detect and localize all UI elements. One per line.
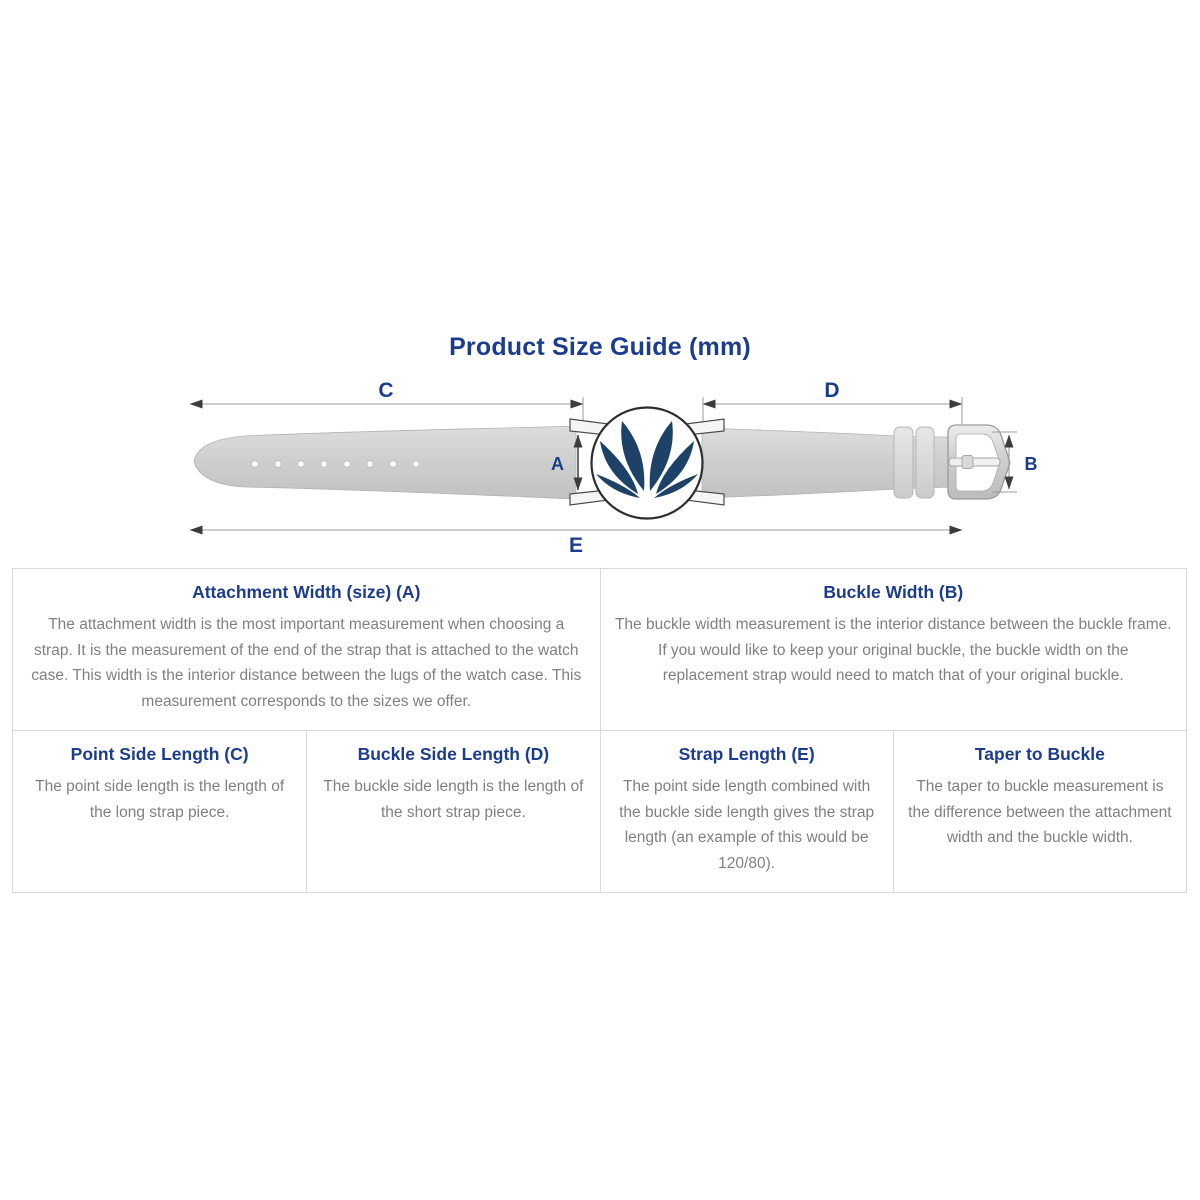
attachment-width-description: The attachment width is the most important measurement when choosing a strap. It is the measurement of the end of the strap that is attached to the watch case. This width is the interior distance between the lugs of the watch case. This measurement corresponds to the sizes we offer. — [31, 616, 582, 710]
strap-length-description: The point side length combined with the buckle side length gives the strap length (an example of this would be 120/80). — [619, 778, 875, 872]
buckle-side-length-cell — [306, 731, 599, 892]
dimension-label-b: B — [1024, 454, 1038, 474]
point-side-strap — [194, 426, 576, 499]
table-row — [13, 731, 1186, 892]
strap-keeper — [916, 427, 934, 498]
point-side-length-cell — [13, 731, 306, 892]
buckle-side-length-heading: Buckle Side Length (D) — [357, 744, 550, 764]
attachment-width-cell — [13, 569, 600, 730]
dimension-label-c: C — [378, 379, 394, 402]
buckle-width-cell — [600, 569, 1187, 730]
point-side-length-heading: Point Side Length (C) — [70, 744, 249, 764]
buckle-width-description: The buckle width measurement is the interior distance between the buckle frame. If you would like to keep your original buckle, the buckle width on the replacement strap would need to match that of your original buckle. — [614, 616, 1172, 684]
taper-to-buckle-cell — [893, 731, 1186, 892]
dimension-label-a: A — [551, 454, 564, 474]
strap-keeper — [894, 427, 913, 498]
point-side-length-description: The point side length is the length of the long strap piece. — [35, 778, 285, 821]
strap-length-cell — [600, 731, 893, 892]
attachment-width-heading: Attachment Width (size) (A) — [192, 582, 421, 602]
dimension-label-d: D — [824, 379, 840, 402]
buckle-width-heading: Buckle Width (B) — [823, 582, 964, 602]
strap-length-heading: Strap Length (E) — [678, 744, 815, 764]
buckle-side-length-description: The buckle side length is the length of the short strap piece. — [323, 778, 584, 821]
page-title: Product Size Guide (mm) — [449, 333, 751, 361]
size-guide-diagram — [150, 375, 1060, 565]
table-row — [13, 569, 1186, 731]
size-guide-table — [12, 568, 1187, 893]
taper-to-buckle-heading: Taper to Buckle — [974, 744, 1105, 764]
buckle — [948, 425, 1010, 499]
dimension-label-e: E — [568, 534, 584, 557]
taper-to-buckle-description: The taper to buckle measurement is the difference between the attachment width and the buckle width. — [908, 778, 1172, 846]
